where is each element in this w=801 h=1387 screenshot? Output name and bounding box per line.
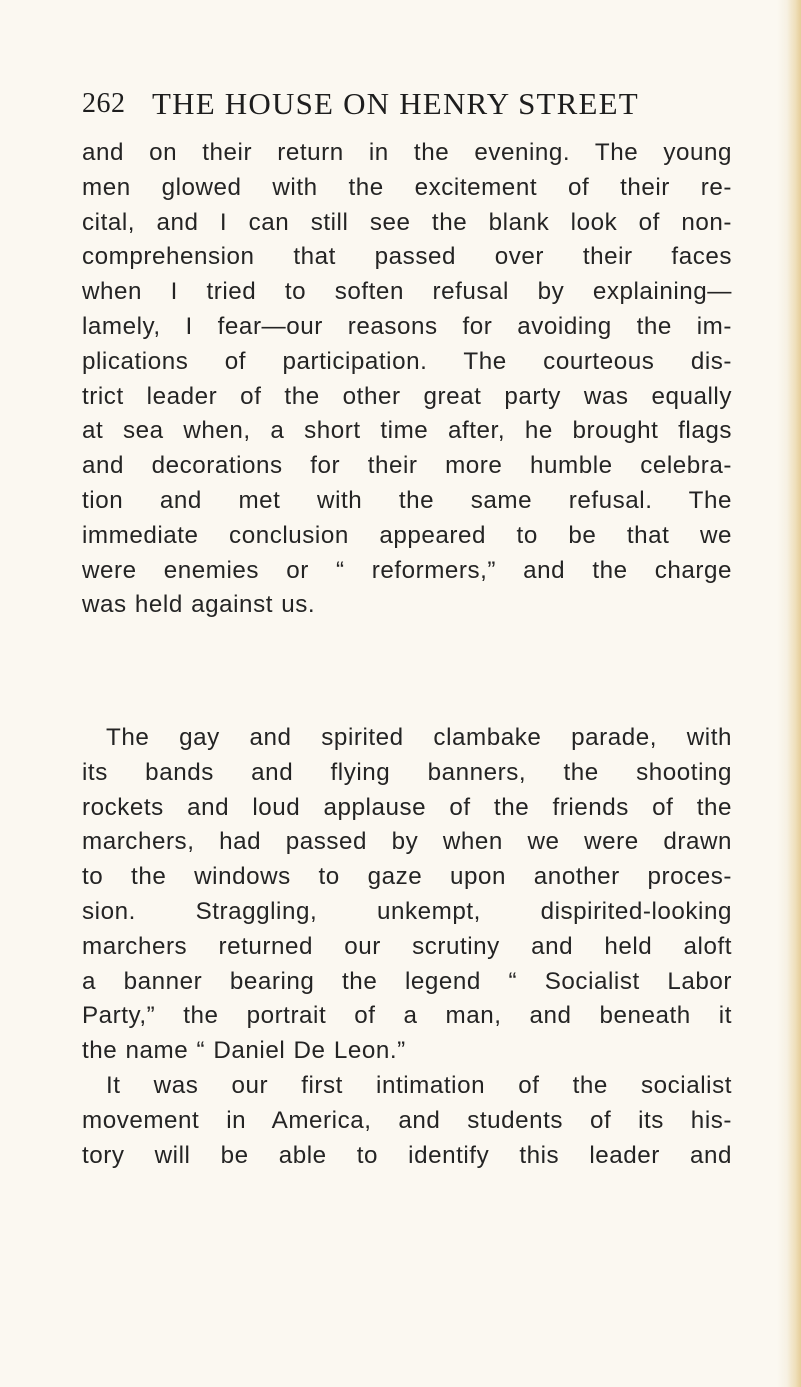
text-line: plications of participation. The courteous dis- xyxy=(82,347,732,375)
text-line: men glowed with the excitement of their re- xyxy=(82,173,732,201)
text-line: tory will be able to identify this leader and xyxy=(82,1141,732,1169)
text-line: its bands and flying banners, the shooting xyxy=(82,758,732,786)
text-line: the name “ Daniel De Leon.” xyxy=(82,1037,406,1065)
text-line: was held against us. xyxy=(82,591,316,619)
text-line: Party,” the portrait of a man, and beneath it xyxy=(82,1002,732,1030)
running-head: THE HOUSE ON HENRY STREET xyxy=(152,86,639,121)
page-number: 262 xyxy=(82,88,126,119)
text-line: tion and met with the same refusal. The xyxy=(82,486,732,514)
text-line: and decorations for their more humble celebra- xyxy=(82,452,732,480)
page-header xyxy=(82,84,732,124)
text-line: comprehension that passed over their faces xyxy=(82,243,732,271)
text-line: were enemies or “ reformers,” and the charge xyxy=(82,556,732,584)
text-line: to the windows to gaze upon another proces- xyxy=(82,863,732,891)
text-line: and on their return in the evening. The young xyxy=(82,139,732,166)
text-line: cital, and I can still see the blank look of non- xyxy=(82,208,732,236)
text-line: lamely, I fear—our reasons for avoiding the im- xyxy=(82,312,732,340)
text-line: when I tried to soften refusal by explaining— xyxy=(82,278,732,306)
text-line: It was our first intimation of the socialist xyxy=(106,1071,732,1099)
text-line: movement in America, and students of its his- xyxy=(82,1106,732,1134)
text-line: sion. Straggling, unkempt, dispirited-looking xyxy=(82,897,732,925)
paragraph-2 xyxy=(82,721,732,1173)
text-line: immediate conclusion appeared to be that we xyxy=(82,521,732,549)
text-line: a banner bearing the legend “ Socialist Labor xyxy=(82,967,732,995)
text-line: The gay and spirited clambake parade, with xyxy=(106,724,732,751)
text-line: marchers returned our scrutiny and held aloft xyxy=(82,932,732,960)
text-line: at sea when, a short time after, he brought flags xyxy=(82,417,732,445)
text-line: trict leader of the other great party was equally xyxy=(82,382,732,410)
text-line: rockets and loud applause of the friends of the xyxy=(82,793,732,821)
page-edge-shadow xyxy=(787,0,801,1387)
paragraph-1 xyxy=(82,136,732,623)
text-line: marchers, had passed by when we were drawn xyxy=(82,828,732,856)
